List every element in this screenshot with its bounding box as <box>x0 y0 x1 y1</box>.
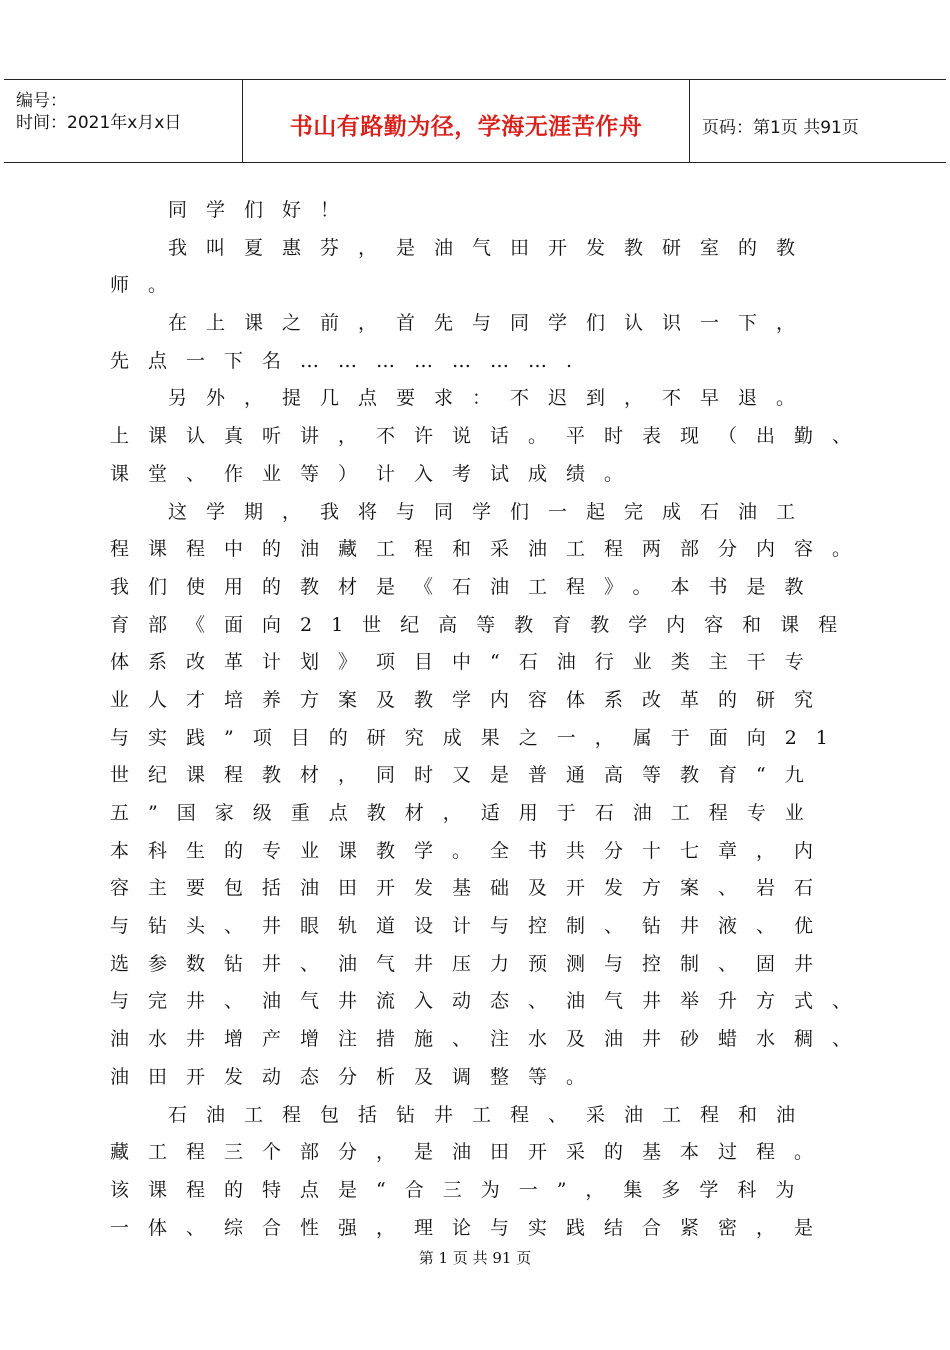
serial-number-label: 编号： <box>16 91 67 111</box>
header-info-cell <box>4 80 242 162</box>
body-text-line: 世纪课程教材，同时又是普通高等教育“九 <box>110 764 823 787</box>
body-text-line: 育部《面向21世纪高等教育教学内容和课程 <box>110 613 857 636</box>
header-motto: 书山有路勤为径，学海无涯苦作舟 <box>289 114 643 140</box>
body-text-line: 另外，提几点要求：不迟到，不早退。 <box>168 387 815 410</box>
body-text-line: 先点一下名…………………. <box>110 349 592 372</box>
body-text-line: 一体、综合性强，理论与实践结合紧密，是 <box>110 1216 833 1239</box>
body-text-line: 课堂、作业等）计入考试成绩。 <box>110 462 643 485</box>
body-text-line: 五”国家级重点教材，适用于石油工程专业 <box>110 802 823 824</box>
body-text-line: 上课认真听讲，不许说话。平时表现（出勤、 <box>110 425 871 448</box>
body-text-line: 容主要包括油田开发基础及开发方案、岩石 <box>110 877 833 900</box>
header-page-info: 页码：第1页 共91页 <box>702 118 859 138</box>
body-text-line: 该课程的特点是“合三为一”，集多学科为 <box>110 1178 814 1201</box>
body-text-line: 我们使用的教材是《石油工程》。本书是教 <box>110 575 823 598</box>
document-body <box>110 192 870 1247</box>
document-date: 时间：2021年x月x日 <box>16 113 182 133</box>
body-text-line: 师。 <box>110 274 187 297</box>
body-text-line: 业人才培养方案及教学内容体系改革的研究 <box>110 688 833 711</box>
body-text-line: 程课程中的油藏工程和采油工程两部分内容。 <box>110 538 871 561</box>
header-page-cell <box>690 80 946 162</box>
body-text-line: 藏工程三个部分，是油田开采的基本过程。 <box>110 1141 833 1164</box>
body-text-line: 油田开发动态分析及调整等。 <box>110 1065 605 1088</box>
body-text-line: 体系改革计划》项目中“石油行业类主干专 <box>110 651 823 674</box>
body-text-line: 选参数钻井、油气井压力预测与控制、固井 <box>110 952 833 975</box>
page-footer: 第 1 页 共 91 页 <box>418 1249 532 1267</box>
body-text-line: 与实践”项目的研究成果之一，属于面向21 <box>110 726 847 749</box>
header-motto-cell <box>242 80 690 162</box>
body-text-line: 石油工程包括钻井工程、采油工程和油 <box>168 1103 815 1126</box>
body-text-line: 本科生的专业课教学。全书共分十七章，内 <box>110 839 833 862</box>
body-text-line: 在上课之前，首先与同学们认识一下， <box>168 312 815 335</box>
body-text-line: 这学期，我将与同学们一起完成石油工 <box>168 500 815 523</box>
body-text-line: 与完井、油气井流入动态、油气井举升方式、 <box>110 990 871 1013</box>
body-text-line: 油水井增产增注措施、注水及油井砂蜡水稠、 <box>110 1028 871 1051</box>
body-text-line: 与钻头、井眼轨道设计与控制、钻井液、优 <box>110 915 833 938</box>
body-text-line: 我叫夏惠芬，是油气田开发教研室的教 <box>168 236 815 259</box>
document-header <box>4 79 946 163</box>
body-text-line: 同学们好！ <box>168 199 359 221</box>
